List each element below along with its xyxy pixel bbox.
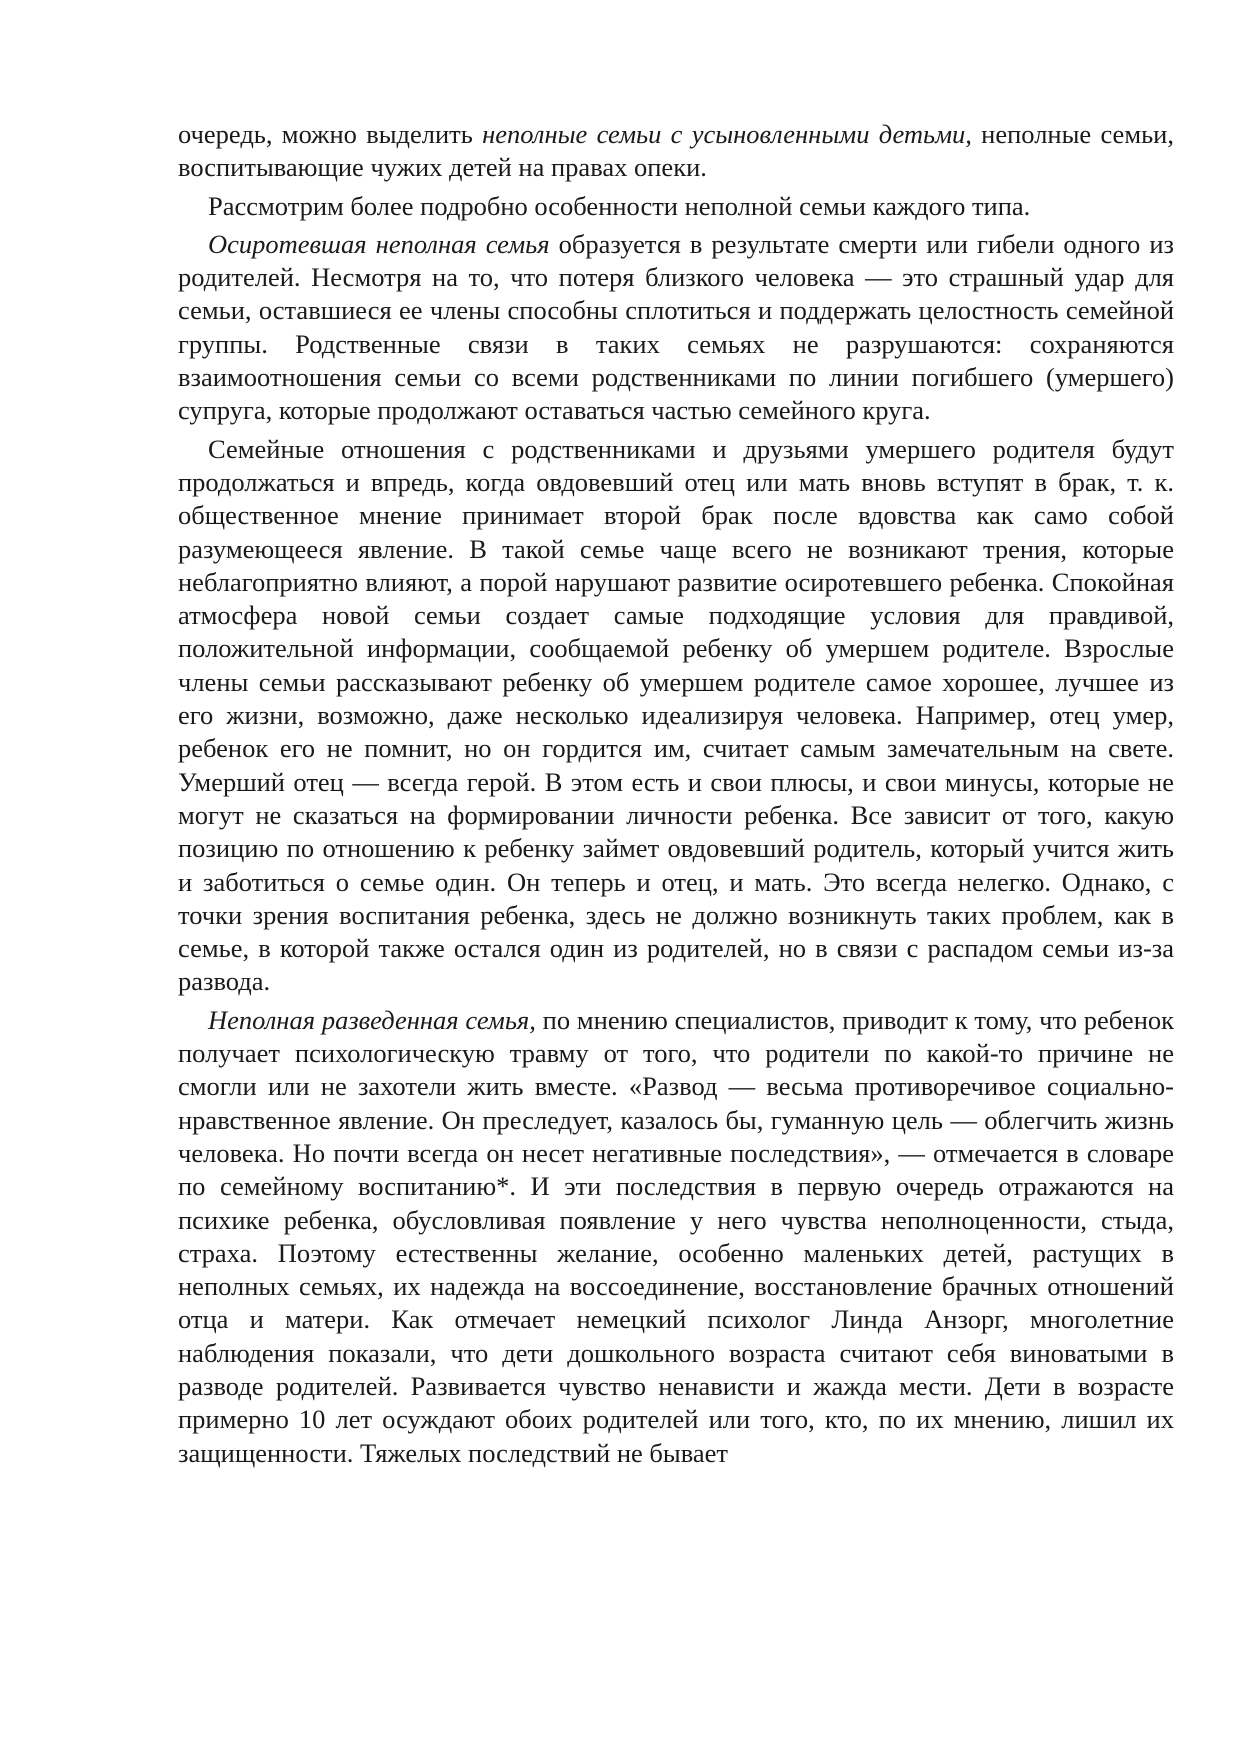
paragraph-intro — [178, 190, 1174, 223]
paragraph-orphaned-family — [178, 228, 1174, 428]
paragraph-text: по мнению специалистов, приводит к тому, что ребенок получает психологическую травму от того, что родители по какой-то причине не смогли или не захотели жить вместе. «Развод — весьма противоречивое социально-нравственное явление. Он преследует, казалось бы, гуманную цель — облегчить жизнь человека. Но почти всегда он несет негативные последствия», — отмечается в словаре по семейному воспитанию*. И эти последствия в первую очередь отражаются на психике ребенка, обусловливая появление у него чувства неполноценности, стыда, страха. Поэтому естественны желание, особенно маленьких детей, растущих в неполных семьях, их надежда на воссоединение, восстановление брачных отношений отца и матери. Как отмечает немецкий психолог Линда Анзорг, многолетние наблюдения показали, что дети дошкольного возраста считают себя виноватыми в разводе родителей. Развивается чувство ненависти и жажда мести. Дети в возрасте примерно 10 лет осуждают обоих родителей или того, кто, по их мнению, лишил их защищенности. Тяжелых последствий не бывает — [178, 1004, 1174, 1468]
emphasis-divorced-family: Неполная разведенная семья, — [208, 1004, 536, 1035]
paragraph-text: Семейные отношения с родственниками и друзьями умершего родителя будут продолжаться и впредь, когда овдовевший отец или мать вновь вступят в брак, т. к. общественное мнение принимает второй брак после вдовства как само собой разумеющееся явление. В такой семье чаще всего не возникают трения, которые неблагоприятно влияют, а порой нарушают развитие осиротевшего ребенка. Спокойная атмосфера новой семьи создает самые подходящие условия для правдивой, положительной информации, сообщаемой ребенку об умершем родителе. Взрослые члены семьи рассказывают ребенку об умершем родителе самое хорошее, лучшее из его жизни, возможно, даже несколько идеализируя человека. Например, отец умер, ребенок его не помнит, но он гордится им, считает самым замечательным на свете. Умерший отец — всегда герой. В этом есть и свои плюсы, и свои минусы, которые не могут не сказаться на формировании личности ребенка. Все зависит от того, какую позицию по отношению к ребенку займет овдовевший родитель, который учится жить и заботиться о семье один. Он теперь и отец, и мать. Это всегда нелегко. Однако, с точки зрения воспитания ребенка, здесь не должно возникнуть таких проблем, как в семье, в которой также остался один из родителей, но в связи с распадом семьи из-за развода. — [178, 433, 1174, 997]
emphasis-adopted-children: неполные семьи с усыновленными детьми, — [482, 119, 972, 149]
paragraph-divorced-family — [178, 1004, 1174, 1470]
paragraph-family-relations — [178, 433, 1174, 999]
paragraph-text: образуется в результате смерти или гибели одного из родителей. Несмотря на то, что потеря близкого человека — это страшный удар для семьи, оставшиеся ее члены способны сплотиться и поддержать целостность семейной группы. Родственные связи в таких семьях не разрушаются: сохраняются взаимоотношения семьи со всеми родственниками по линии погибшего (умершего) супруга, которые продолжают оставаться частью семейного круга. — [178, 228, 1174, 426]
emphasis-orphaned-family: Осиротевшая неполная семья — [208, 228, 550, 259]
body-text — [178, 118, 1174, 1470]
paragraph-continuation — [178, 118, 1174, 185]
paragraph-text: Рассмотрим более подробно особенности неполной семьи каждого типа. — [208, 190, 1031, 221]
paragraph-text: неполные семьи, воспитывающие чужих детей на правах опеки. — [178, 119, 1174, 183]
paragraph-text: очередь, можно выделить — [178, 119, 483, 149]
